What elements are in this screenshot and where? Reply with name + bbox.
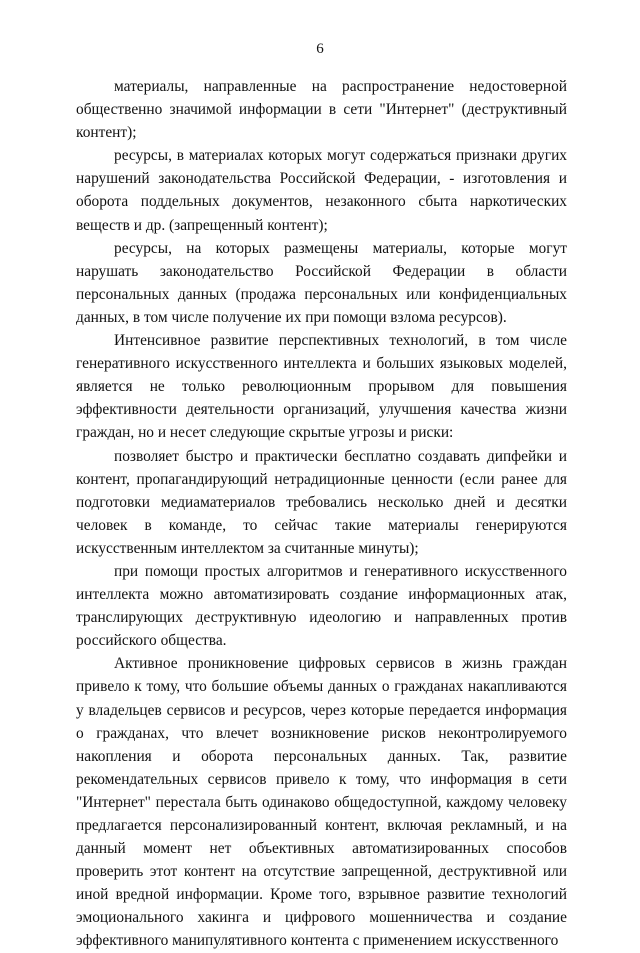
paragraph-personal-data: ресурсы, на которых размещены материалы, которые могут нарушать законодательство Российской Федерации в области персональных данных (продажа персональных или конфиденциальных данных, в том числе получение их при помощи взлома ресурсов).: [76, 239, 567, 326]
paragraph-ai-development: Интенсивное развитие перспективных технологий, в том числе генеративного искусственного интеллекта и больших языковых моделей, является не только революционным прорывом для повышения эффективности деятельности организаций, улучшения качества жизни граждан, но и несет следующие скрытые угрозы и риски:: [76, 332, 567, 442]
paragraph-information-attacks: при помощи простых алгоритмов и генеративного искусственного интеллекта можно автоматизировать создание информационных атак, транслирующих деструктивную идеологию и направленных против российского общества.: [76, 562, 567, 650]
paragraph-digital-services: Активное проникновение цифровых сервисов в жизнь граждан привело к тому, что большие объемы данных о гражданах накапливаются у владельцев сервисов и ресурсов, через которые передается информация о гражданах, что влечет возникновение рисков неконтролируемого накопления и оборота персональных данных. Так, развитие рекомендательных сервисов привело к тому, что информация в сети "Интернет" перестала быть одинаково общедоступной, каждому человеку предлагается персонализированный контент, включая рекламный, и на данный момент нет объективных автоматизированных способов проверить этот контент на отсутствие запрещенной, деструктивной или иной вредной информации. Кроме того, взрывное развитие технологий эмоционального хакинга и цифрового мошенничества и создание эффективного манипулятивного контента с применением искусственного: [76, 655, 567, 950]
page-number: 6: [316, 41, 324, 57]
paragraph-deepfakes: позволяет быстро и практически бесплатно создавать дипфейки и контент, пропагандирующий нетрадиционные ценности (если ранее для подготовки медиаматериалов требовались несколько дней и десятки человек в команде, то сейчас такие материалы генерируются искусственным интеллектом за считанные минуты);: [76, 447, 567, 557]
document-body: [76, 75, 567, 953]
paragraph-prohibited-content: ресурсы, в материалах которых могут содержаться признаки других нарушений законодательства Российской Федерации, - изготовления и оборота поддельных документов, незаконного сбыта наркотических веществ и др. (запрещенный контент);: [76, 147, 567, 234]
paragraph-destructive-content: материалы, направленные на распространение недостоверной общественно значимой информации в сети "Интернет" (деструктивный контент);: [76, 78, 567, 142]
